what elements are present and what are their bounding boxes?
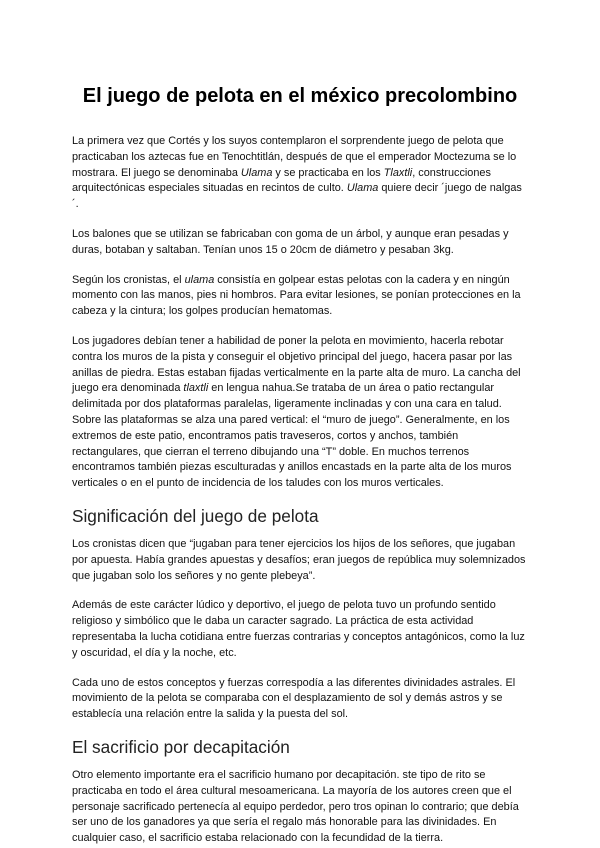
text-run: Según los cronistas, el [72,273,185,286]
text-run: quiere decir ´juego de nalgas´. [72,182,522,211]
intro-paragraph-3 [72,273,528,320]
text-run: consistía en golpear estas pelotas con la cadera y en ningún momento con las manos, pies ni hombros. Para evitar lesiones, se ponían protecciones en la cabeza y la cintura; los golpes producían hematomas. [72,273,521,318]
italic-term: tlaxtli [183,382,209,395]
intro-paragraph-1 [72,134,528,213]
text-run: en lengua nahua.Se trataba de un área o patio rectangular delimitada por dos plataformas paralelas, ligeramente inclinadas y con una cara en talud. Sobre las plataformas se alza una pared vertical: el “muro de juego”. Generalmente, en los extremos de este patio, encontramos patis traveseros, cortos y anchos, también rectangulares, que cierran el terreno dibujando una “T” doble. En muchos terrenos encontramos también piezas esculturadas y anillos encastads en la parte alta de los muros verticales o en el punto de incidencia de los taludes con los muros verticales. [72,382,512,490]
section-heading-sacrificio: El sacrificio por decapitación [72,736,290,757]
text-run: La primera vez que Cortés y los suyos contemplaron el sorprendente juego de pelota que practicaban los aztecas fue en Tenochtitlán, después de que el emperador Moctezuma se lo mostrara. El juego se denominaba [72,135,517,179]
intro-paragraph-2: Los balones que se utilizan se fabricaban con goma de un árbol, y aunque eran pesadas y duras, botaban y saltaban. Tenían unos 15 o 20cm de diámetro y pesaban 3kg. [72,227,509,256]
italic-term: Ulama [240,166,273,179]
section1-paragraph-1: Los cronistas dicen que “jugaban para tener ejercicios los hijos de los señores, que jugaban por apuesta. Había grandes apuestas y desafíos; eran juegos de república muy solemnizados que jugaban solo los señores y no gente plebeya”. [72,537,526,582]
section1-paragraph-3: Cada uno de estos conceptos y fuerzas correspodía a las diferentes divinidades astrales. El movimiento de la pelota se comparaba con el desplazamiento de sol y demás astros y se establecía una relación entre la salida y la puesta del sol. [72,676,516,721]
section2-paragraph-1: Otro elemento importante era el sacrificio humano por decapitación. ste tipo de rito se practicaba en todo el área cultural mesoamericana. La mayoría de los autores creen que el personaje sacrificado pertenecía al equipo perdedor, pero tros opinan lo contrario; que debía ser uno de los ganadores ya que sería el regalo más honorable para las divinidades. En cualquier caso, el sacrificio estaba relacionado con la fecundidad de la tierra. [72,768,519,845]
italic-term: Ulama [346,182,379,195]
text-run: Los jugadores debían tener a habilidad de poner la pelota en movimiento, hacerla rebotar contra los muros de la pista y conseguir el objetivo principal del juego, hacera pasar por las anillas de piedra. Estas estaban fijadas verticalmente en la parte alta de muro. La cancha del juego era denominada [72,334,521,395]
italic-term: ulama [184,273,215,286]
intro-paragraph-4 [72,334,528,492]
italic-term: Tlaxtli [383,166,413,179]
section1-paragraph-2: Además de este carácter lúdico y deportivo, el juego de pelota tuvo un profundo sentido religioso y simbólico que le daba un caracter sagrado. La práctica de esta actividad representaba la lucha cotidiana entre fuerzas contrarias y conceptos antagónicos, como la luz y oscuridad, el día y la noche, etc. [72,599,525,659]
text-run: , construcciones arquitectónicas especiales situadas en recintos de culto. [72,166,491,195]
section-heading-significacion: Significación del juego de pelota [72,505,319,526]
document-title: El juego de pelota en el méxico precolombino [82,85,518,107]
text-run: y se practicaba en los [272,166,384,179]
